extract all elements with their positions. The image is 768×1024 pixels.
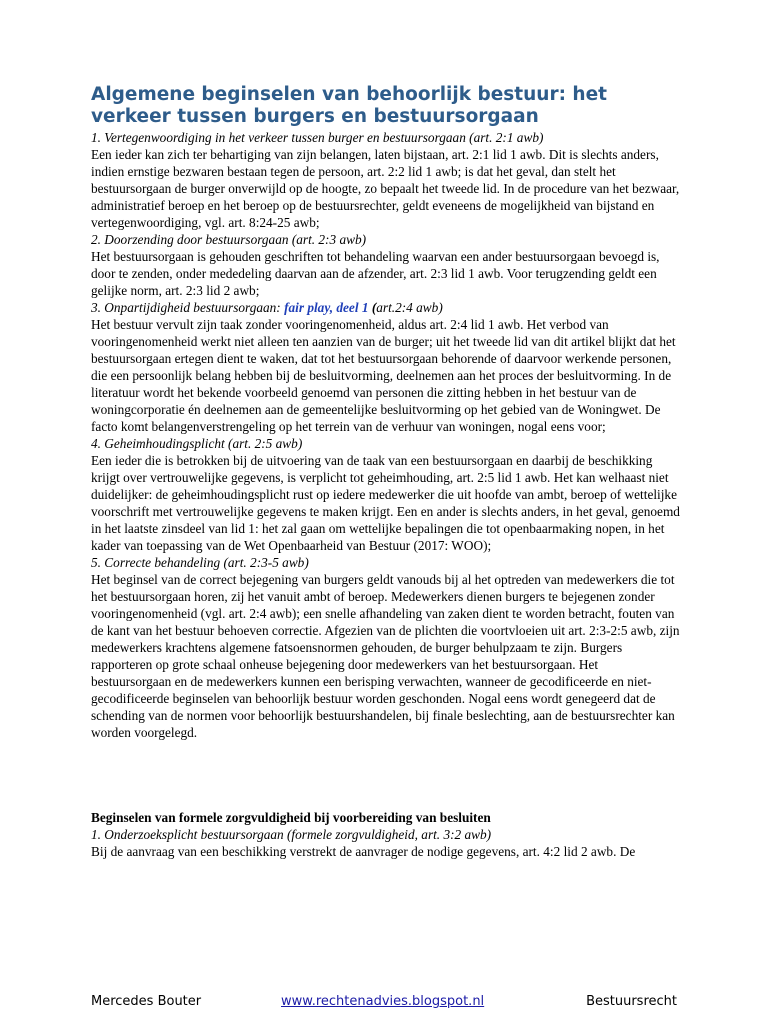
section-body-5: Het beginsel van de correct bejegening van burgers geldt vanouds bij al het optreden van medewerkers die tot het bestuursorgaan horen, zij het vanuit ambt of beroep. Medewerkers dienen burgers te bejegenen zonder vooringenomenheid (vgl. art. 2:4 awb); een snelle afhandeling van zaken dient te worden betracht, fouten van de kant van het bestuur behoeven correctie. Afgezien van de plichten die voortvloeien uit art. 2:3-2:5 awb, zijn medewerkers krachtens algemene fatsoensnormen gehouden, de burger behulpzaam te zijn. Burgers rapporteren op grote schaal onheuse bejegening door medewerkers van het bestuursorgaan. Het bestuursorgaan en de medewerkers kunnen een berisping verwachten, wanneer de gecodificeerde en niet-gecodificeerde beginselen van behoorlijk bestuur worden geschonden. Nogal eens wordt genegeerd dat de schending van de normen voor behoorlijk bestuurshandelen, bij finale beslechting, aan de bestuursrechter kan worden voorgelegd. [91, 572, 680, 740]
fair-play-link[interactable]: fair play, deel 1 [284, 300, 369, 315]
section2-body: Bij de aanvraag van een beschikking verstrekt de aanvrager de nodige gegevens, art. 4:2 lid 2 awb. De [91, 844, 636, 859]
document-body [91, 84, 681, 860]
section-body-1: Een ieder kan zich ter behartiging van zijn belangen, laten bijstaan, art. 2:1 lid 1 awb. Dit is slechts anders, indien ernstige bezwaren bestaan tegen de persoon, art. 2:2 lid 1 awb; is dat het geval, dan stelt het bestuursorgaan de burger onverwijld op de hoogte, zo bepaalt het tweede lid. In de procedure van het bezwaar, administratief beroep en het beroep op de bestuursrechter, geldt eveneens de mogelijkheid van bijstand en vertegenwoordiging, vgl. art. 8:24-25 awb; [91, 147, 680, 230]
footer-topic: Bestuursrecht [586, 994, 677, 1009]
spacer [91, 741, 681, 809]
section-heading-2: 2. Doorzending door bestuursorgaan (art. 2:3 awb) [91, 232, 367, 247]
footer-link[interactable]: www.rechtenadvies.blogspot.nl [281, 994, 485, 1009]
section-body-2: Het bestuursorgaan is gehouden geschriften tot behandeling waarvan een ander bestuursorgaan bevoegd is, door te zenden, onder mededeling daarvan aan de afzender, art. 2:3 lid 1 awb. Voor terugzending geldt een gelijke norm, art. 2:3 lid 2 awb; [91, 249, 660, 298]
section2-subheading: 1. Onderzoeksplicht bestuursorgaan (formele zorgvuldigheid, art. 3:2 awb) [91, 827, 492, 842]
section-body-3: Het bestuur vervult zijn taak zonder vooringenomenheid, aldus art. 2:4 lid 1 awb. Het verbod van vooringenomenheid werkt niet alleen ten aanzien van de burger; uit het tweede lid van dit artikel blijkt dat het bestuursorgaan ertegen dient te waken, dat tot het bestuursorgaan behorende of daarvoor werkende personen, die een persoonlijk belang hebben bij de besluitvorming, deelnemen aan het proces der besluitvorming. In de literatuur wordt het bekende voorbeeld genoemd van personen die zitting hebben in het bestuur van de woningcorporatie én deelnemen aan de gemeentelijke besluitvorming op het gebied van de Woningwet. De facto komt belangenverstrengeling op het terrein van de verhuur van woningen, nogal eens voor; [91, 317, 676, 434]
section-heading-4: 4. Geheimhoudingsplicht (art. 2:5 awb) [91, 436, 303, 451]
section-body-4: Een ieder die is betrokken bij de uitvoering van de taak van een bestuursorgaan en daarbij de beschikking krijgt over vertrouwelijke gegevens, is verplicht tot geheimhouding, art. 2:5 lid 1 awb. Het kan welhaast niet duidelijker: de geheimhoudingsplicht rust op iedere medewerker die uit hoofde van ambt, beroep of wettelijke voorschrift met vertrouwelijke gegevens te maken krijgt. Een en ander is slechts anders, in het geval, genoemd in het laatste zinsdeel van lid 1: het zal gaan om wettelijke bepalingen die tot openbaarmaking nopen, in het kader van toepassing van de Wet Openbaarheid van Bestuur (2017: WOO); [91, 453, 680, 553]
page-footer [91, 994, 677, 1012]
page-title: Algemene beginselen van behoorlijk bestuur: het verkeer tussen burgers en bestuursorgaan [91, 84, 607, 127]
section-heading-3-prefix: 3. Onpartijdigheid bestuursorgaan: [91, 300, 285, 315]
section-heading-5: 5. Correcte behandeling (art. 2:3-5 awb) [91, 555, 309, 570]
section-heading-1: 1. Vertegenwoordiging in het verkeer tussen burger en bestuursorgaan (art. 2:1 awb) [91, 130, 544, 145]
section-heading-3 [91, 299, 681, 316]
section-heading-3-suffix: art.2:4 awb) [376, 300, 443, 315]
footer-author: Mercedes Bouter [91, 994, 202, 1009]
section-heading-3-paren: ( [368, 300, 377, 315]
section2-title: Beginselen van formele zorgvuldigheid bij voorbereiding van besluiten [91, 810, 491, 825]
